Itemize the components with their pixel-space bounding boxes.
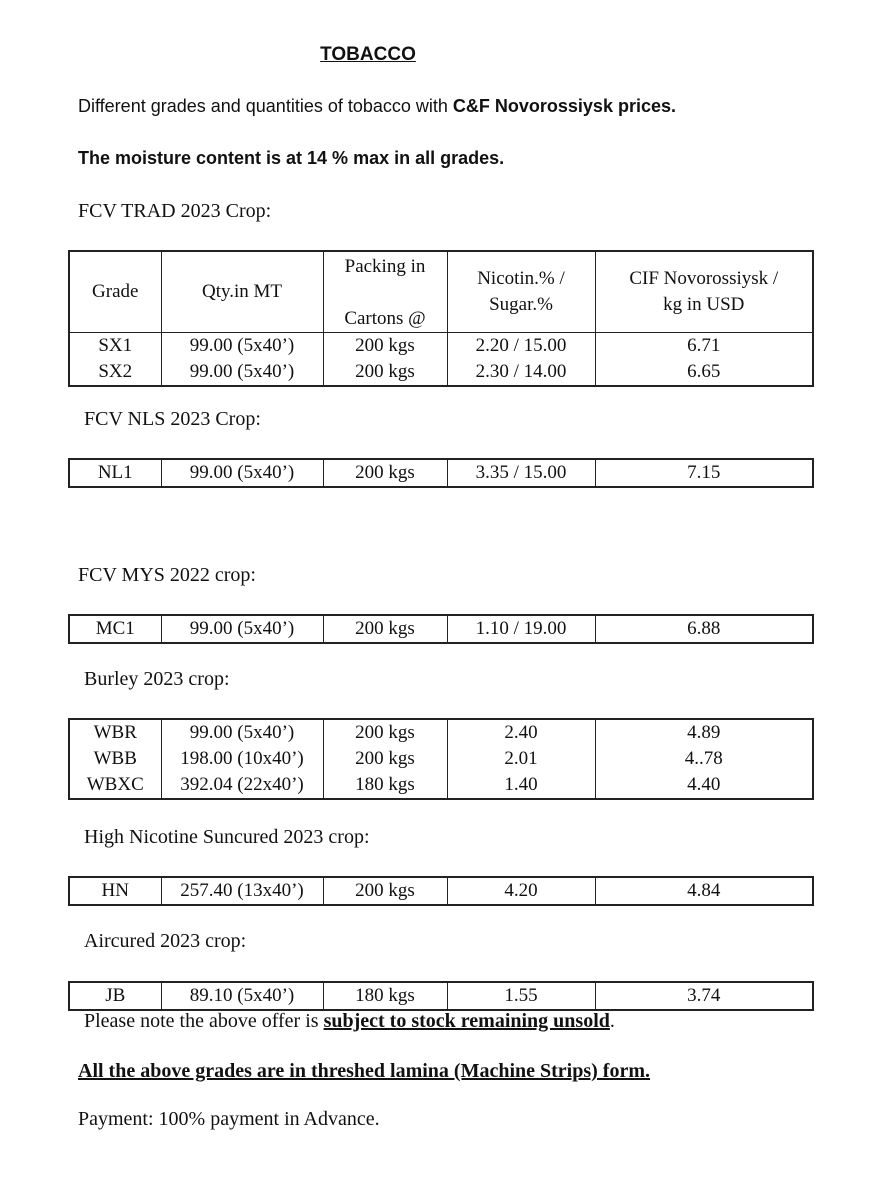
section-label-burley: Burley 2023 crop: [84,668,230,690]
header-packing [323,251,447,333]
table-row [69,359,813,386]
cell-packing: 200 kgs [323,615,447,643]
cell-nicotin: 4.20 [447,877,595,905]
cell-grade: SX1 [69,333,161,360]
cell-price: 4.84 [595,877,813,905]
header-nicotin-2: Sugar.% [489,294,553,315]
header-cif [595,251,813,333]
header-cif-2: kg in USD [663,294,745,315]
cell-price: 6.88 [595,615,813,643]
cell-packing: 200 kgs [323,719,447,746]
table-fcv-trad [68,250,814,387]
cell-grade: MC1 [69,615,161,643]
table-row [69,877,813,905]
cell-grade: HN [69,877,161,905]
cell-price: 4.40 [595,772,813,799]
cell-price: 4..78 [595,746,813,772]
table-fcv-mys [68,614,814,644]
table-high-nicotine [68,876,814,906]
cell-nicotin: 2.01 [447,746,595,772]
cell-grade: SX2 [69,359,161,386]
section-label-fcv-mys: FCV MYS 2022 crop: [78,564,256,586]
cell-packing: 200 kgs [323,459,447,487]
cell-packing: 200 kgs [323,333,447,360]
table-row [69,615,813,643]
lamina-note: All the above grades are in threshed lamina (Machine Strips) form. [78,1060,651,1082]
intro-text [78,96,676,117]
cell-nicotin: 2.20 / 15.00 [447,333,595,360]
cell-grade: NL1 [69,459,161,487]
note-end: . [609,1010,615,1032]
cell-nicotin: 1.10 / 19.00 [447,615,595,643]
cell-qty: 198.00 (10x40’) [161,746,323,772]
table-burley [68,718,814,800]
cell-nicotin: 2.40 [447,719,595,746]
cell-qty: 392.04 (22x40’) [161,772,323,799]
cell-nicotin: 2.30 / 14.00 [447,359,595,386]
note-bold: subject to stock remaining unsold [323,1010,610,1032]
header-packing-bottom: Cartons @ [344,308,426,329]
cell-nicotin: 1.40 [447,772,595,799]
cell-packing: 200 kgs [323,359,447,386]
intro-plain: Different grades and quantities of tobacco with [78,96,453,116]
cell-packing: 180 kgs [323,982,447,1010]
section-label-fcv-nls: FCV NLS 2023 Crop: [84,408,261,430]
cell-price: 6.65 [595,359,813,386]
intro-bold: C&F Novorossiysk prices. [452,96,676,116]
header-grade: Grade [69,251,161,333]
cell-price: 7.15 [595,459,813,487]
moisture-note: The moisture content is at 14 % max in all grades. [78,148,505,168]
cell-qty: 99.00 (5x40’) [161,333,323,360]
header-qty: Qty.in MT [161,251,323,333]
section-label-fcv-trad: FCV TRAD 2023 Crop: [78,200,272,222]
cell-packing: 200 kgs [323,877,447,905]
table-row [69,772,813,799]
header-packing-top: Packing in [344,256,426,277]
cell-qty: 99.00 (5x40’) [161,459,323,487]
section-label-high-nicotine: High Nicotine Suncured 2023 crop: [84,826,370,848]
cell-grade: WBB [69,746,161,772]
page-title: TOBACCO [320,44,416,65]
note-plain: Please note the above offer is [84,1010,324,1032]
cell-grade: WBXC [69,772,161,799]
cell-price: 4.89 [595,719,813,746]
cell-nicotin: 1.55 [447,982,595,1010]
cell-price: 6.71 [595,333,813,360]
header-nicotin [447,251,595,333]
table-row [69,719,813,746]
cell-packing: 180 kgs [323,772,447,799]
table-row [69,459,813,487]
cell-qty: 99.00 (5x40’) [161,719,323,746]
cell-packing: 200 kgs [323,746,447,772]
cell-qty: 257.40 (13x40’) [161,877,323,905]
table-row [69,746,813,772]
cell-qty: 89.10 (5x40’) [161,982,323,1010]
cell-qty: 99.00 (5x40’) [161,615,323,643]
stock-note [84,1010,615,1033]
header-nicotin-1: Nicotin.% / [477,268,565,289]
cell-grade: WBR [69,719,161,746]
table-aircured [68,981,814,1011]
table-row [69,333,813,360]
table-row [69,982,813,1010]
table-fcv-nls [68,458,814,488]
cell-nicotin: 3.35 / 15.00 [447,459,595,487]
section-label-aircured: Aircured 2023 crop: [84,930,247,952]
header-cif-1: CIF Novorossiysk / [629,268,779,289]
cell-price: 3.74 [595,982,813,1010]
payment-terms: Payment: 100% payment in Advance. [78,1108,380,1130]
cell-qty: 99.00 (5x40’) [161,359,323,386]
cell-grade: JB [69,982,161,1010]
